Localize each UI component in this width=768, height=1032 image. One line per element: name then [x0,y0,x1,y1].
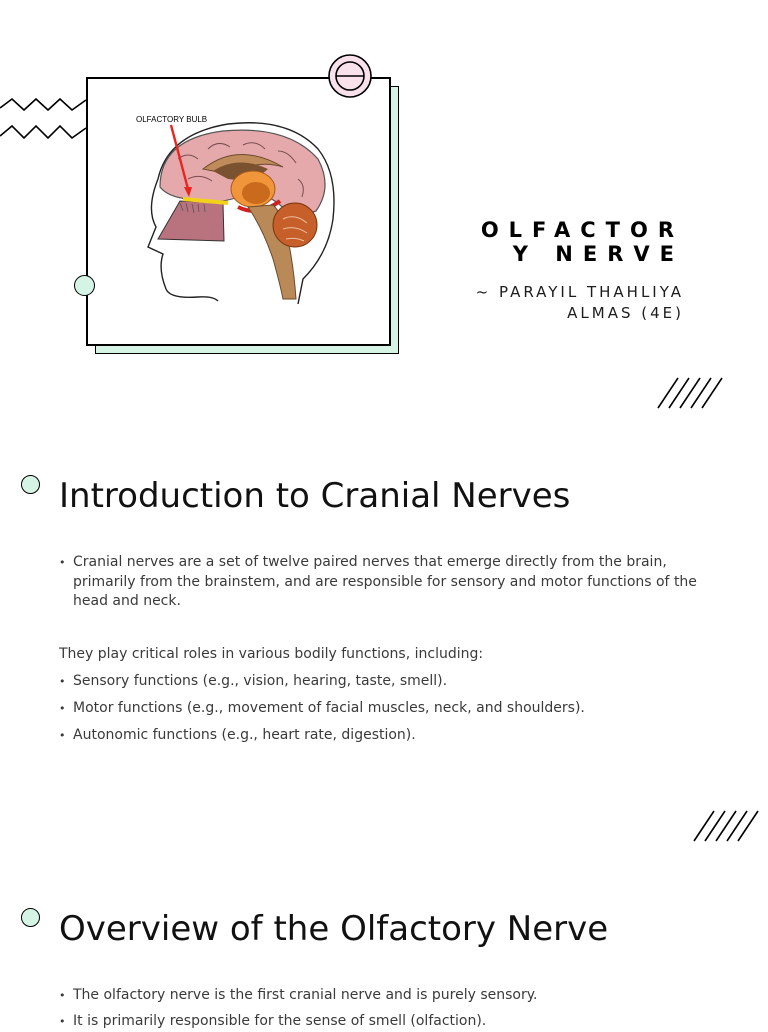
cranial-nerves-intro: They play critical roles in various bodily functions, including: [59,646,484,662]
ring-decoration-icon [326,52,374,100]
zigzag-decoration-icon [0,96,90,148]
olfactory-overview-list [59,986,699,1032]
brain-diagram-frame [86,77,391,346]
slash-decoration-icon [656,376,724,410]
circle-bullet-icon [21,475,40,494]
heading-olfactory-overview: Overview of the Olfactory Nerve [59,909,609,949]
title-line-2: Y NERVE [512,242,684,266]
circle-bullet-icon [21,908,40,927]
subtitle-line-2: ALMAS (4E) [567,304,684,322]
heading-cranial-nerves: Introduction to Cranial Nerves [59,476,571,516]
brain-sagittal-diagram [88,79,389,344]
subtitle-line-1: ~ PARAYIL THAHLIYA [475,283,684,301]
olfactory-bulb-label: OLFACTORY BULB [136,115,208,124]
list-item: • Cranial nerves are a set of twelve paired nerves that emerge directly from the brain, primarily from the brainstem, and are responsible for sensory and motor functions of the head and neck. [59,553,699,612]
list-item: • It is primarily responsible for the sense of smell (olfaction). [59,1012,699,1032]
title-line-1: OLFACTOR [480,218,684,242]
presentation-subtitle [424,282,684,324]
circle-decoration-icon [74,275,95,296]
list-item: • Motor functions (e.g., movement of facial muscles, neck, and shoulders). [59,699,699,719]
cranial-functions-list [59,672,699,746]
list-item: • The olfactory nerve is the first cranial nerve and is purely sensory. [59,986,699,1006]
presentation-title [444,218,684,266]
slash-decoration-icon [692,809,760,843]
list-item: • Autonomic functions (e.g., heart rate, digestion). [59,726,699,746]
cranial-nerves-description [59,553,699,612]
list-item: • Sensory functions (e.g., vision, hearing, taste, smell). [59,672,699,692]
